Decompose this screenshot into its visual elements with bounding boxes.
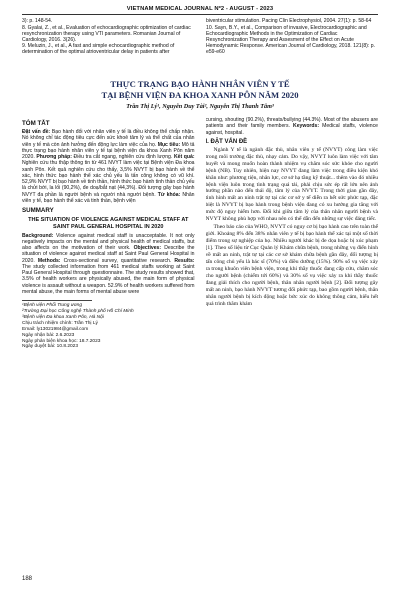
abstract-label: Kết quả: [173, 154, 195, 160]
reference-item: biventricular stimulation. Pacing Clin Electrophysiol, 2004. 27(1): p. 58-64 [206, 18, 372, 24]
summary-text-part: Describe the situation of violence against medical staff at Saint Paul General Hospital in 2020. [22, 245, 195, 264]
abstract-label: Đặt vấn đề: [22, 129, 51, 135]
summary-heading: SUMMARY [22, 207, 54, 214]
summary-text-part: The study collected information from 461 medical staffs working at Saint Paul General Hospital through questionnaire. The study results showed that, 3.5% of health workers are physically abused, the main form of physical violence is assault without a weapon. 52.9% of health workers suffered from mental abuse, the main forms of mental abuse were [22, 263, 195, 295]
summary-text-part: cursing, shouting (90.2%), threats/bullying (44.3%). Most of the abusers are patients and their family members. [205, 117, 378, 130]
abstract-text: Nhân viên y tế, bạo hành thể xác và tinh thần, bệnh viện [22, 191, 195, 204]
article-title [22, 79, 378, 100]
abstract-label: Mục tiêu: [157, 141, 181, 148]
abstract-vi-heading: TÓM TẮT [22, 120, 50, 127]
intro-paragraph: Theo báo cáo của WHO, NVYT có nguy cơ bị bạo hành cao trên toàn thế giới. Khoảng 8% đến 38% nhân viên y tế bị bạo hành thể xác tại một số thời điểm trong sự nghiệp của họ. Nhiều người khác bị đe dọa hoặc bị xúc phạm [1]. Theo số liệu từ Cục Quản lý Khám chữa bệnh, trong những vụ điển hình về mất an ninh, trật tự tại các cơ sở khám chữa bệnh gần đây, đối tượng bị tấn công chủ yếu là bác sĩ (70%) và điều dưỡng (15%). 90% số vụ việc xảy ra trong khuôn viên bệnh viện, trong khi thầy thuốc đang cấp cứu, chăm sóc cho người bệnh (chiếm tới 60%) và 30% số vụ việc xảy ra khi thầy thuốc đang giải thích cho người bệnh, thân nhân người bệnh [2]. Đối tượng gây mất an ninh, bạo hành NVYT tương đối phức tạp, bao gồm người bệnh, thân nhân người bệnh bị kích động hoặc bức xúc do không thông cảm, hiểu hết quá trình thăm khám [205, 224, 378, 307]
summary-text [22, 233, 195, 296]
reference-item: 10. Sayn, B.Y., et al., Comparison of invasive, Electrocardiographic and Echocardiographic Methods in the Optimization of Cardiac Resynchronization Therapy and Assesment of the Effect on Acute Hemodynamic Response. American Journal of Cardiology, 2018. 121(8): p. e59-e60 [206, 24, 375, 55]
summary-text-part: Medical staffs, violence against, hospital. [205, 123, 378, 136]
summary-label: Results: [174, 257, 195, 264]
date-reviewed: Ngày phản biện khoa học: 18.7.2023 [22, 338, 101, 344]
right-column [206, 117, 379, 563]
footnote-affiliation: ¹Bệnh viện Phổi Trung ương [22, 303, 82, 309]
author-email: Email: ly13021984@gmail.com [22, 326, 89, 332]
abstract-vi-text [22, 129, 195, 204]
reference-list [22, 18, 378, 70]
abstract-text: Bạo hành đối với nhân viên y tế là điều không thể chấp nhận. Nó không chỉ tác động tiêu cực đến sức khoẻ tâm lý và thể chất của nhân viên y tế mà còn ảnh hưởng đến động lực làm việc của họ. [22, 129, 195, 148]
abstract-label: Từ khóa: [157, 191, 181, 198]
date-received: Ngày nhận bài: 2.6.2023 [22, 332, 75, 338]
intro-paragraph: Ngành Y tế là ngành đặc thù, nhân viên y tế (NVYT) công làm việc trong môi trường đặc thù, nhạy cảm. Do vậy, NVYT luôn làm việc với tâm huyết và mong muốn hoàn thành nhiệm vụ chăm sóc sức khỏe cho người bệnh (NB). Tuy nhiên, hiện nay NVYT đang làm việc trong điều kiện khó khăn như: phương tiện, nhân lực, cơ sở hạ tầng kỹ thuật... thêm vào đó nhiều bệnh viện luôn trong tình trạng quá tải, phải chịu sức ép rất lớn nên ảnh hưởng phần nào đến thái độ, tâm lý của NVYT. Trong thời gian gần đây, tình hình mất an ninh trật tự tại các cơ sở y tế diễn ra hết sức phức tạp, đặc biệt là NVYT bị bạo hành trong bệnh viện đang có xu hướng gia tăng với mức độ nguy hiểm hơn. Đối khi giữa tâm lý của thân nhân người bệnh và NVYT không phù hợp với nhau nên có thể dẫn đến những sự việc đáng tiếc. [205, 146, 378, 223]
article-authors: Trần Thị Lý¹, Nguyễn Duy Tài², Nguyễn Thị Thanh Tâm³ [126, 103, 274, 110]
summary-label: Methods: [37, 257, 61, 264]
reference-column-left [22, 18, 194, 70]
abstract-label: Phương pháp: [36, 154, 72, 160]
article-title-line: TẠI BỆNH VIỆN ĐA KHOA XANH PÔN NĂM 2020 [101, 89, 299, 100]
summary-label: Keywords: [293, 123, 320, 130]
summary-text-part: Violence against medical staff is unacceptable. It not only negatively impacts on the mental and physical health of medical staffs, but also affects on the motivation of their work. [22, 232, 195, 252]
left-column [22, 117, 195, 563]
summary-text-part: Cross-sectional survey, quantitative research. [63, 257, 172, 264]
summary-text-continued [206, 117, 379, 136]
journal-header: VIETNAM MEDICAL JOURNAL Nº2 - AUGUST - 2023 [22, 6, 378, 15]
footnote-affiliation: ³Bệnh viện Đa khoa Xanh Pôn, Hà Nội [22, 314, 104, 320]
reference-item: 3): p. 148-54. [22, 18, 53, 24]
abstract-text: Mô tả thực trạng bạo hành nhân viên y tế tại bệnh viện đa khoa Xanh Pôn năm 2020. [22, 141, 195, 160]
summary-title: THE SITUATION OF VIOLENCE AGAINST MEDICAL STAFF AT SAINT PAUL GENERAL HOSPITAL IN 2020 [28, 217, 189, 230]
reference-column-right [206, 18, 378, 70]
reference-item: 8. Gyalai, Z., et al., Evaluation of echocardiographic optimization of cardiac resynchronization therapy using VTI parameters. Romanian Journal of Cardiology, 2016. 3(26). [22, 24, 191, 43]
reference-item: 9. Meluzin, J., et al., A fast and simple echocardiographic method of determination of the optimal atrioventricular delay in patients after [22, 43, 175, 56]
summary-label: Objectives: [133, 245, 162, 252]
abstract-text: Điều tra cắt ngang, nghiên cứu định lượng. [73, 154, 173, 160]
page-number: 188 [22, 576, 33, 582]
intro-heading: I. ĐẶT VẤN ĐỀ [205, 138, 248, 145]
date-accepted: Ngày duyệt bài: 10.8.2023 [22, 344, 79, 350]
corresponding-author: Chịu trách nhiệm chính: Trần Thị Lý [22, 320, 98, 326]
article-body [22, 117, 378, 563]
footnote-affiliation: ²Trường Đại học Công nghệ Thành phố Hồ Chí Minh [22, 309, 134, 314]
abstract-text: Nghiên cứu thu thập thông tin từ 461 NVYT làm việc tại Bệnh viện Đa khoa xanh Pôn. Kết quả nghiên cứu cho thấy, 3,5% NVYT bị bạo hành về thể xác, hình thức bạo hành thể xác chủ yếu là tấn công không có vũ khí. 52,9% NVYT bị bạo hành về tinh thần, hình thức bạo hành tinh thần chủ yếu là chửi bới, la lối (90,2%), đe doạ/bắt nạt (44,3%). Đối tượng gây bạo hành NVYT đa phần là người bệnh và người nhà người bệnh. [22, 160, 195, 198]
article-title-line: THỰC TRẠNG BẠO HÀNH NHÂN VIÊN Y TẾ [110, 79, 290, 89]
summary-label: Background: [22, 232, 54, 239]
